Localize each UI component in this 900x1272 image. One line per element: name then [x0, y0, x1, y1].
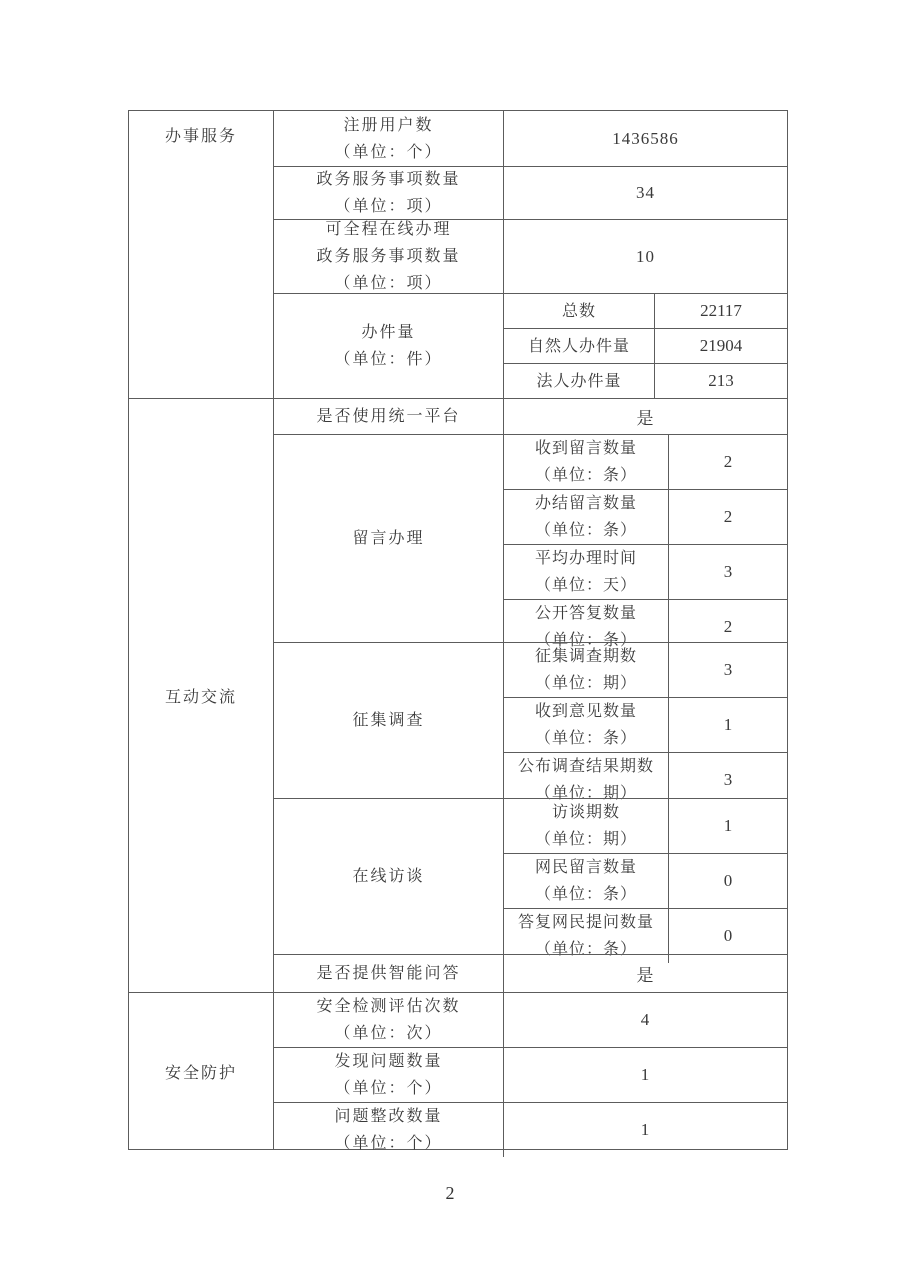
submetric-unit: （单位：条）: [534, 886, 637, 903]
submetric-label: 公布调查结果期数: [517, 758, 654, 775]
metric-unit: （单位：项）: [334, 275, 443, 292]
submetric-label: 平均办理时间: [534, 550, 637, 567]
metric-value: 1436586: [612, 128, 679, 148]
metric-label: 是否提供智能问答: [316, 965, 461, 982]
submetric-unit: （单位：条）: [534, 522, 637, 539]
submetric-label-cell: [504, 698, 669, 752]
group-label-interaction: 互动交流: [129, 399, 274, 992]
section-service: [129, 111, 787, 398]
submetric-value: 0: [723, 871, 733, 890]
submetric-label-cell: [504, 490, 669, 544]
metric-label: 征集调查: [352, 712, 425, 729]
metric-label: 留言办理: [352, 530, 425, 547]
submetric-unit: （单位：期）: [534, 785, 637, 802]
table-row: [274, 993, 787, 1047]
submetric-label: 自然人办件量: [504, 329, 655, 363]
submetric-value: 1: [723, 715, 733, 734]
submetric-value: 213: [708, 371, 734, 390]
table-row: [274, 1047, 787, 1102]
metric-label: 可全程在线办理: [325, 221, 452, 238]
metric-label: 安全检测评估次数: [316, 998, 461, 1015]
page-number: 2: [445, 1183, 455, 1203]
metric-value: 10: [636, 246, 655, 266]
submetric-value: 22117: [700, 301, 742, 320]
metric-unit: （单位：个）: [334, 1080, 443, 1097]
metric-value: 是: [636, 409, 655, 428]
table-row: [274, 399, 787, 434]
metric-value: 1: [640, 1065, 651, 1084]
metric-label: 在线访谈: [352, 868, 425, 885]
submetric-label: 法人办件量: [504, 364, 655, 398]
table-subrow: [504, 643, 787, 697]
metric-value: 34: [636, 183, 655, 202]
submetric-value: 3: [723, 770, 733, 789]
metric-label-cell: [274, 220, 504, 293]
metric-label-cell: [274, 1048, 504, 1102]
metric-label-cell: [274, 993, 504, 1047]
submetric-value: 3: [723, 562, 733, 581]
metric-label-cell: [274, 167, 504, 219]
section-security: [129, 992, 787, 1152]
table-row: [274, 293, 787, 398]
submetric-label: 答复网民提问数量: [517, 914, 654, 931]
report-table: [128, 110, 788, 1150]
table-subrow: [504, 853, 787, 908]
table-row: [274, 219, 787, 293]
submetric-label: 访谈期数: [551, 804, 620, 821]
submetric-label-cell: [504, 643, 669, 697]
submetric-label: 总数: [504, 294, 655, 328]
submetric-label-cell: [504, 799, 669, 853]
metric-label-cell: [274, 955, 504, 992]
section-interaction: [129, 398, 787, 992]
table-row: [274, 111, 787, 166]
table-subrow: [504, 489, 787, 544]
metric-label: 办件量: [361, 324, 416, 341]
submetric-unit: （单位：天）: [534, 577, 637, 594]
submetric-label: 办结留言数量: [534, 495, 637, 512]
table-subrow: [504, 435, 787, 489]
submetric-value: 21904: [699, 336, 743, 355]
submetric-label: 网民留言数量: [534, 859, 637, 876]
submetric-value: 3: [723, 660, 733, 679]
submetric-value: 2: [723, 507, 733, 526]
table-row: [274, 642, 787, 802]
submetric-label-cell: [504, 435, 669, 489]
submetric-label: 收到意见数量: [534, 703, 637, 720]
metric-label: 政务服务事项数量: [316, 248, 461, 265]
group-label-security: 安全防护: [129, 993, 274, 1149]
table-row: [274, 1102, 787, 1157]
submetric-label: 收到留言数量: [534, 440, 637, 457]
submetric-label-cell: [504, 854, 669, 908]
metric-value: 4: [640, 1010, 651, 1029]
submetric-unit: （单位：条）: [534, 730, 637, 747]
metric-label: 是否使用统一平台: [316, 408, 461, 425]
metric-unit: （单位：项）: [334, 198, 443, 215]
submetric-unit: （单位：期）: [534, 831, 637, 848]
table-subrow: [504, 544, 787, 599]
metric-value: 1: [640, 1120, 651, 1139]
table-row: [274, 434, 787, 649]
metric-label-cell: [274, 399, 504, 434]
metric-label: 政务服务事项数量: [316, 171, 461, 188]
submetric-unit: （单位：条）: [534, 941, 637, 958]
metric-label-cell: [274, 799, 504, 954]
table-row: [274, 954, 787, 992]
metric-label: 发现问题数量: [334, 1053, 443, 1070]
metric-unit: （单位：个）: [334, 143, 443, 161]
metric-label: 注册用户数: [343, 116, 434, 134]
table-row: [274, 166, 787, 219]
submetric-label-cell: [504, 545, 669, 599]
table-subrow: [504, 363, 787, 398]
submetric-value: 2: [723, 617, 733, 636]
submetric-value: 0: [723, 926, 733, 945]
submetric-label: 公开答复数量: [534, 605, 637, 622]
submetric-value: 2: [723, 452, 733, 471]
metric-value: 是: [636, 966, 655, 985]
metric-label-cell: [274, 1103, 504, 1157]
group-label-service: 办事服务: [129, 111, 274, 398]
table-subrow: [504, 328, 787, 363]
metric-label-cell: [274, 111, 504, 166]
submetric-unit: （单位：条）: [534, 467, 637, 484]
submetric-label: 征集调查期数: [534, 648, 637, 665]
metric-label: 问题整改数量: [334, 1108, 443, 1125]
submetric-unit: （单位：条）: [534, 632, 637, 649]
table-subrow: [504, 799, 787, 853]
submetric-value: 1: [723, 816, 733, 835]
table-subrow: [504, 697, 787, 752]
metric-unit: （单位：次）: [334, 1025, 443, 1042]
metric-unit: （单位：个）: [334, 1135, 443, 1152]
table-row: [274, 798, 787, 958]
metric-label-cell: [274, 643, 504, 798]
metric-label-cell: [274, 294, 504, 398]
metric-label-cell: [274, 435, 504, 642]
metric-unit: （单位：件）: [334, 351, 443, 368]
submetric-unit: （单位：期）: [534, 675, 637, 692]
table-subrow: [504, 294, 787, 328]
